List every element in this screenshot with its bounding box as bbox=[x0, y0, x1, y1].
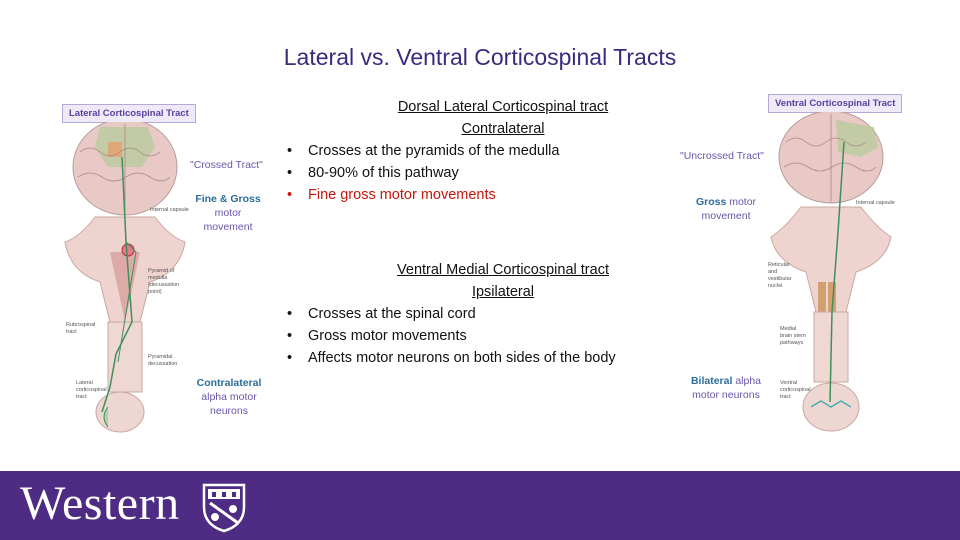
ventral-tract-section bbox=[278, 259, 688, 369]
uncrossed-tract-label: "Uncrossed Tract" bbox=[680, 150, 764, 162]
western-wordmark: Western bbox=[20, 477, 180, 530]
ventral-tract-label: Ventral corticospinal tract bbox=[780, 380, 811, 400]
page-title: Lateral vs. Ventral Corticospinal Tracts bbox=[283, 44, 677, 70]
ventral-bullet: • Affects motor neurons on both sides of the body bbox=[278, 347, 688, 369]
ventral-bullet: • Gross motor movements bbox=[278, 325, 688, 347]
dorsal-bullets bbox=[278, 140, 688, 206]
dorsal-bullet: • Fine gross motor movements bbox=[278, 184, 688, 206]
reticular-label: Reticular and vestibular nuclei bbox=[768, 262, 792, 289]
gross-movement-label: Gross motor movement bbox=[695, 196, 757, 222]
fine-gross-movement-label: Fine & Gross motor movement bbox=[195, 193, 261, 233]
ventral-tract-tag: Ventral Corticospinal Tract bbox=[768, 94, 902, 113]
contralateral-neurons-label: Contralateral alpha motor neurons bbox=[196, 377, 262, 417]
medial-pathways-label: Medial brain stem pathways bbox=[780, 326, 806, 346]
decussation-label: Pyramidal decussation bbox=[148, 354, 178, 367]
ventral-heading: Ventral Medial Corticospinal tract bbox=[397, 262, 609, 278]
ventral-bullets bbox=[278, 303, 688, 369]
dorsal-subheading: Contralateral bbox=[461, 121, 545, 137]
internal-capsule-label: Internal capsule bbox=[856, 200, 895, 206]
rubrospinal-label: Rubrospinal tract bbox=[66, 322, 96, 335]
dorsal-tract-section bbox=[278, 96, 688, 206]
lateral-tract-label: Lateral corticospinal tract bbox=[76, 380, 107, 400]
dorsal-bullet: • Crosses at the pyramids of the medulla bbox=[278, 140, 688, 162]
crossed-tract-label: "Crossed Tract" bbox=[190, 159, 263, 171]
dorsal-bullet: • 80-90% of this pathway bbox=[278, 162, 688, 184]
bilateral-neurons-label: Bilateral alpha motor neurons bbox=[690, 375, 762, 401]
internal-capsule-label: Internal capsule bbox=[150, 207, 189, 213]
pyramid-label: Pyramid of medulla (decussation point) bbox=[148, 268, 180, 295]
university-crest-icon bbox=[200, 481, 248, 533]
dorsal-heading: Dorsal Lateral Corticospinal tract bbox=[397, 99, 609, 115]
ventral-subheading: Ipsilateral bbox=[471, 284, 535, 300]
ventral-bullet: • Crosses at the spinal cord bbox=[278, 303, 688, 325]
lateral-tract-tag: Lateral Corticospinal Tract bbox=[62, 104, 196, 123]
